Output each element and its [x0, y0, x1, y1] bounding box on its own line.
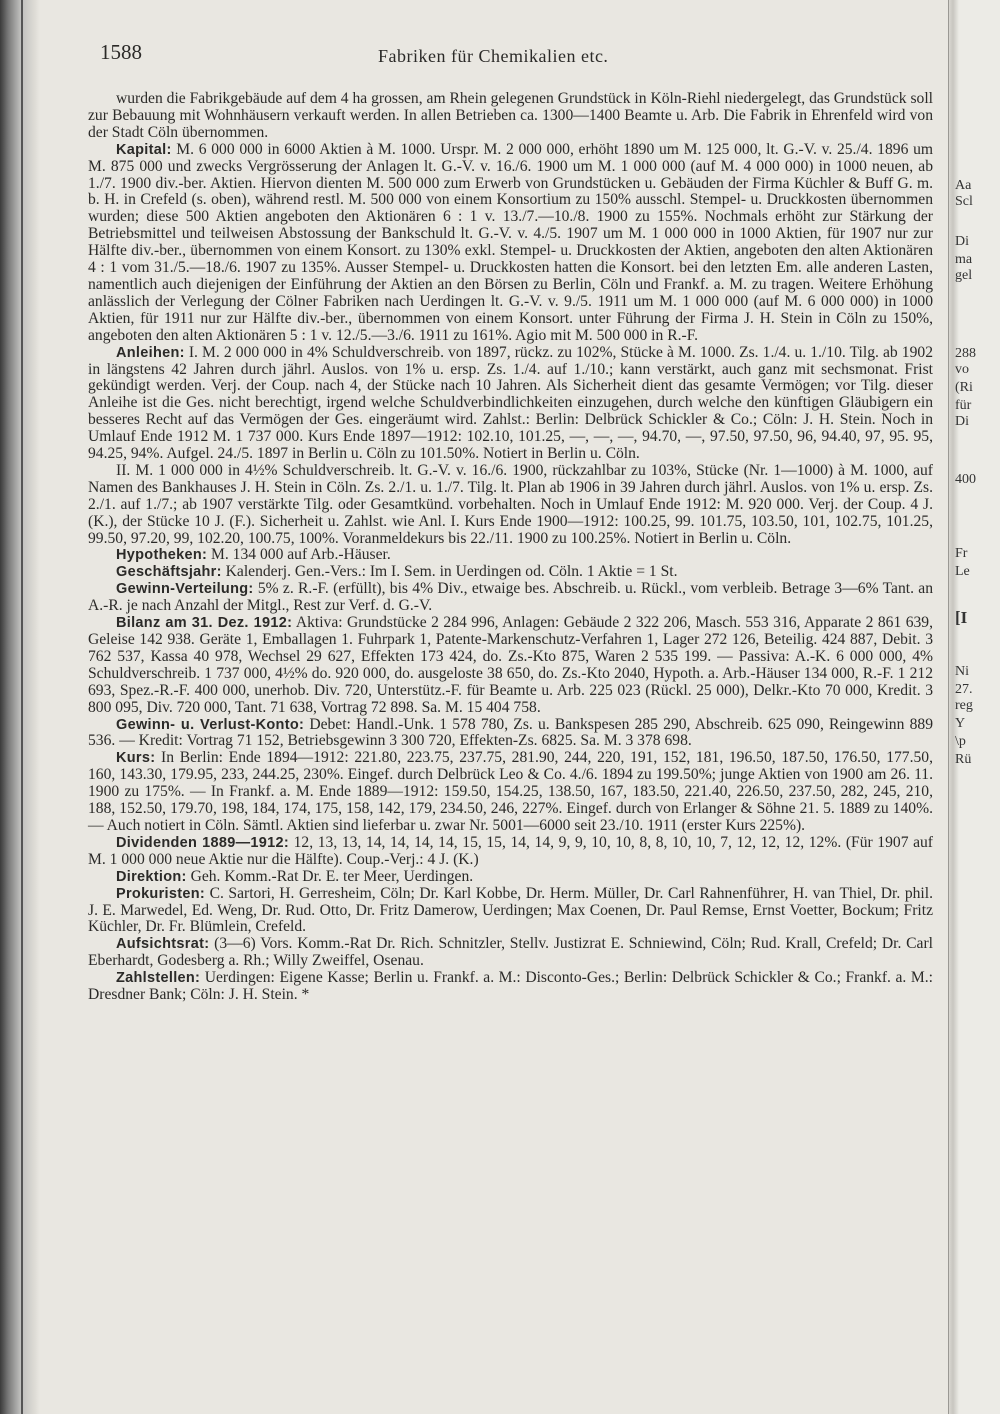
adjacent-page-fragment: Scl	[955, 194, 973, 209]
adjacent-page-fragment: Aa	[955, 178, 972, 193]
paragraph-text: Geh. Komm.-Rat Dr. E. ter Meer, Uerdingen.	[186, 867, 474, 885]
section-label: Gewinn- u. Verlust-Konto:	[116, 716, 305, 733]
paragraph-text: wurden die Fabrikgebäude auf dem 4 ha grossen, am Rhein gelegenen Grundstück in Köln-Riehl niedergelegt, das Grundstück soll zur Bebauung mit Wohnhäusern verkauft werden. In allen Betrieben ca. 1300—1400 Beamte u. Arb. Die Fabrik in Ehrenfeld wird von der Stadt Cöln übernommen.	[88, 90, 933, 141]
paragraph-hypotheken	[88, 547, 933, 564]
running-head: Fabriken für Chemikalien etc.	[378, 46, 609, 66]
adjacent-page-fragment: gel	[955, 268, 973, 283]
page	[88, 36, 933, 1004]
paragraph-bilanz	[88, 615, 933, 716]
paragraph-prokuristen	[88, 886, 933, 937]
paragraph-text: 12, 13, 13, 14, 14, 14, 14, 15, 15, 14, 14, 9, 9, 10, 10, 8, 8, 10, 10, 7, 12, 12, 12, 12%. (Für 1907 auf M. 1 000 000 neue Aktie nur die Hälfte). Coup.-Verj.: 4 J. (K.)	[88, 833, 933, 868]
section-label: Kapital:	[116, 141, 172, 158]
section-label: Aufsichtsrat:	[116, 936, 210, 953]
paragraph-text: Uerdingen: Eigene Kasse; Berlin u. Frankf. a. M.: Disconto-Ges.; Berlin: Delbrück Schickler & Co.; Frankf. a. M.: Dresdner Bank; Cöln: J. H. Stein. *	[88, 969, 933, 1004]
adjacent-page-fragment: 288	[955, 346, 976, 361]
paragraph-anleihe-ii	[88, 463, 933, 548]
section-label: Dividenden 1889—1912:	[116, 834, 290, 851]
paragraph-dividenden	[88, 835, 933, 869]
paragraph-gewinn-verteilung	[88, 581, 933, 615]
adjacent-page-fragment: Y	[955, 716, 966, 731]
section-label: Hypotheken:	[116, 547, 208, 564]
section-label: Bilanz am 31. Dez. 1912:	[116, 615, 293, 632]
paragraph-text: In Berlin: Ende 1894—1912: 221.80, 223.75, 237.75, 281.90, 244, 220, 191, 152, 181, 196.50, 187.50, 176.50, 177.50, 160, 143.30, 179.95, 233, 244.25, 230%. Eingef. durch Delbrück Leo & Co. 4./6. 1894 zu 199.50%; junge Aktien von 1900 am 26. 11. 1900 zu 175%. — In Frankf. a. M. Ende 1889—1912: 159.50, 154.25, 138.50, 167, 183.50, 221.40, 226.50, 237.50, 282, 245, 210, 188, 152.50, 179.70, 198, 184, 174, 175, 158, 142, 179, 234.50, 246, 227%. Eingef. durch von Erlanger & Söhne 21. 5. 1889 zu 140%. — Auch notiert in Cöln. Sämtl. Aktien sind lieferbar u. zwar Nr. 5001—6000 seit 23./10. 1911 (erster Kurs 225%).	[88, 749, 933, 834]
paragraph-gewinn-verlust	[88, 717, 933, 751]
section-label: Direktion:	[116, 868, 187, 885]
adjacent-page-fragment: 400	[955, 472, 976, 487]
adjacent-page-fragment: [I	[955, 610, 968, 626]
adjacent-page-fragment: Di	[955, 234, 969, 249]
section-label: Prokuristen:	[116, 885, 206, 902]
adjacent-page-fragment: vo	[955, 362, 969, 377]
adjacent-page-fragment: Le	[955, 564, 970, 579]
adjacent-page-fragment: ma	[955, 252, 973, 267]
paragraph-text: I. M. 2 000 000 in 4% Schuldverschreib. von 1897, rückz. zu 102%, Stücke à M. 1000. Zs. 1./4. u. 1./10. Tilg. ab 1902 in längstens 42 Jahren durch jährl. Auslos. von 1% u. ersp. Zs. 1./4. auf 1./10.; kann verstärkt, auch ganz mit sechsmonat. Frist gekündigt werden. Verj. der Coup. nach 4, der Stücke nach 10 Jahren. Als Sicherheit dient das gesamte Vermögen; vor Tilg. dieser Anleihe ist die Ges. nicht berechtigt, irgend welche Schuldverbindlichkeiten einzugehen, durch welche den künftigen Gläubigern ein besseres Recht auf das Vermögen der Ges. eingeräumt wird. Zahlst.: Berlin: Delbrück Schickler & Co.; Cöln: J. H. Stein. Noch in Umlauf Ende 1912 M. 1 737 000. Kurs Ende 1897—1912: 102.10, 101.25, —, —, —, 94.70, —, 97.50, 97.50, 96, 94.40, 97, 95. 95, 94.25, 94%. Aufgel. 24./5. 1897 in Berlin u. Cöln zu 101.50%. Notiert in Berlin u. Cöln.	[88, 343, 933, 463]
section-label: Anleihen:	[116, 344, 185, 361]
paragraph-text: Aktiva: Grundstücke 2 284 996, Anlagen: Gebäude 2 322 206, Masch. 553 316, Apparate 2 861 639, Geleise 142 938. Geräte 1, Emballagen 1. Fuhrpark 1, Patente-Markenschutz-Verfahren 1, Lager 272 126, Beteilig. 424 887, Debit. 3 762 537, Kassa 40 978, Wechsel 29 627, Effekten 173 424, do. Zs.-Kto 875, Waren 2 535 199. — Passiva: A.-K. 6 000 000, 4% Schuldverschreib. 1 737 000, 4½% do. 920 000, do. ausgeloste 38 650, do. Zs.-Kto 2040, Hypoth. a. Arb.-Häuser 134 000, R.-F. 1 212 693, Spez.-R.-F. 400 000, unerhob. Div. 720, Unterstütz.-F. für Beamte u. Arb. 225 023 (Rückl. 25 000), Delkr.-Kto 70 000, Kredit. 3 800 095, Div. 720 000, Tant. 71 638, Vortrag 72 898. Sa. M. 15 404 758.	[88, 614, 934, 716]
paragraph-kurs	[88, 750, 933, 835]
section-label: Geschäftsjahr:	[116, 564, 222, 581]
section-label: Gewinn-Verteilung:	[116, 581, 254, 598]
company-entry-text	[88, 91, 933, 1004]
paragraph-zahlstellen	[88, 970, 933, 1004]
adjacent-page-fragment: \p	[955, 734, 966, 749]
paragraph-text: Kalenderj. Gen.-Vers.: Im I. Sem. in Uerdingen od. Cöln. 1 Aktie = 1 St.	[221, 563, 678, 581]
adjacent-page-fragment: Ni	[955, 664, 969, 679]
paragraph-text: C. Sartori, H. Gerresheim, Cöln; Dr. Karl Kobbe, Dr. Herm. Müller, Dr. Carl Rahnenführer, H. van Thiel, Dr. phil. J. E. Marwedel, Ed. Weng, Dr. Rud. Otto, Dr. Fritz Damerow, Uerdingen; Max Coenen, Dr. Paul Remse, Ernst Voetter, Bockum; Fritz Küchler, Dr. Fr. Blümlein, Crefeld.	[88, 884, 933, 936]
paragraph-direktion	[88, 869, 933, 886]
adjacent-page-fragment: Fr	[955, 546, 968, 561]
adjacent-page-fragment: Di	[955, 414, 969, 429]
book-spine-shadow	[0, 0, 40, 1414]
paragraph-text: M. 134 000 auf Arb.-Häuser.	[207, 546, 391, 564]
spine-line	[21, 0, 23, 1414]
paragraph-text: II. M. 1 000 000 in 4½% Schuldverschreib. lt. G.-V. v. 16./6. 1900, rückzahlbar zu 103%, Stücke (Nr. 1—1000) à M. 1000, auf Namen des Bankhauses J. H. Stein in Cöln. Zs. 2./1. u. 1./7. Tilg. lt. Plan ab 1906 in 39 Jahren durch jährl. Auslos. von 1% u. ersp. Zs. 2./1. auf 1./7.; ab 1907 verstärkte Tilg. oder Gesamtkünd. vorbehalten. Noch in Umlauf Ende 1912: M. 920 000. Verj. der Coup. 4 J. (K.), der Stücke 10 J. (F.). Sicherheit u. Zahlst. wie Anl. I. Kurs Ende 1900—1912: 100.25, 99. 101.75, 103.50, 101, 102.75, 101.25, 99.50, 97.20, 99, 102.20, 100.75, 100%. Voranmeldekurs bis 22./11. 1900 zu 100.25%. Notiert in Berlin u. Cöln.	[88, 461, 933, 547]
paragraph-continuation	[88, 91, 933, 142]
page-header	[88, 36, 933, 76]
page-number: 1588	[100, 40, 142, 64]
paragraph-aufsichtsrat	[88, 936, 933, 970]
adjacent-page-fragment: reg	[955, 698, 973, 713]
adjacent-page-fragment: Rü	[955, 752, 972, 767]
paragraph-kapital	[88, 142, 933, 345]
adjacent-page-fragment: (Ri	[955, 380, 973, 395]
section-label: Zahlstellen:	[116, 970, 201, 987]
paragraph-text: Debet: Handl.-Unk. 1 578 780, Zs. u. Bankspesen 285 290, Abschreib. 625 090, Reingewinn 889 536. — Kredit: Vortrag 71 152, Betriebsgewinn 3 300 720, Effekten-Zs. 6825. Sa. M. 3 378 698.	[88, 715, 933, 750]
adjacent-page-fragment: für	[955, 398, 972, 413]
paragraph-text: 5% z. R.-F. (erfüllt), bis 4% Div., etwaige bes. Abschreib. u. Rückl., vom verbleib. Betrage 3—6% Tant. an A.-R. je nach Anzahl der Mitgl., Rest zur Verf. d. G.-V.	[88, 580, 933, 615]
adjacent-page-fragment: 27.	[955, 682, 973, 697]
paragraph-text: M. 6 000 000 in 6000 Aktien à M. 1000. Urspr. M. 2 000 000, erhöht 1890 um M. 125 000, lt. G.-V. v. 25./4. 1896 um M. 875 000 und zwecks Vergrösserung der Anlagen lt. G.-V. v. 16./6. 1900 um M. 1 000 000 (auf M. 4 000 000) in 1000 neuen, ab 1./7. 1900 div.-ber. Aktien. Hiervon dienten M. 500 000 zum Erwerb von Grundstücken u. Gebäuden der Firma Küchler & Buff G. m. b. H. in Crefeld (s. oben), während restl. M. 500 000 von einem Konsortium zu 150% ausschl. Stempel- u. Druckkosten übernommen wurden; diese 500 Aktien angeboten den Aktionären 6 : 1 v. 13./7.—10./8. 1900 zu 155%. Nochmals erhöht zur Stärkung der Betriebsmittel und teilweisen Abstossung der Bankschuld lt. G.-V. v. 4./5. 1907 um M. 1 000 000 in 1000 Aktien, für 1907 nur zur Hälfte div.-ber., übernommen von einem Konsort. zu 130% exkl. Stempel- u. Druckkosten der Aktien, angeboten den alten Aktionären 4 : 1 vom 31./5.—18./6. 1907 zu 135%. Ausser Stempel- u. Druckkosten hatten die Konsort. bei den letzten Em. alle anderen Lasten, namentlich auch diejenigen der Einführung der Aktien an den Börsen zu Berlin, Cöln und Frankf. a. M. zu tragen. Weitere Erhöhung anlässlich der Verlegung der Cölner Fabriken nach Uerdingen lt. G.-V. v. 9./5. 1911 um M. 1 000 000 (auf M. 6 000 000) in 1000 Aktien, für 1911 nur zur Hälfte div.-ber., übernommen von einem Konsort. unter Führung der Firma J. H. Stein in Cöln zu 150%, angeboten den alten Aktionären 5 : 1 v. 12./5.—3./6. 1911 zu 161%. Agio mit M. 500 000 in R.-F.	[88, 140, 933, 344]
paragraph-geschaeftsjahr	[88, 564, 933, 581]
paragraph-anleihen	[88, 345, 933, 463]
paragraph-text: (3—6) Vors. Komm.-Rat Dr. Rich. Schnitzler, Stellv. Justizrat E. Schniewind, Cöln; Rud. Krall, Crefeld; Dr. Carl Eberhardt, Godesberg a. Rh.; Willy Zweiffel, Osenau.	[88, 935, 933, 970]
section-label: Kurs:	[116, 750, 156, 767]
